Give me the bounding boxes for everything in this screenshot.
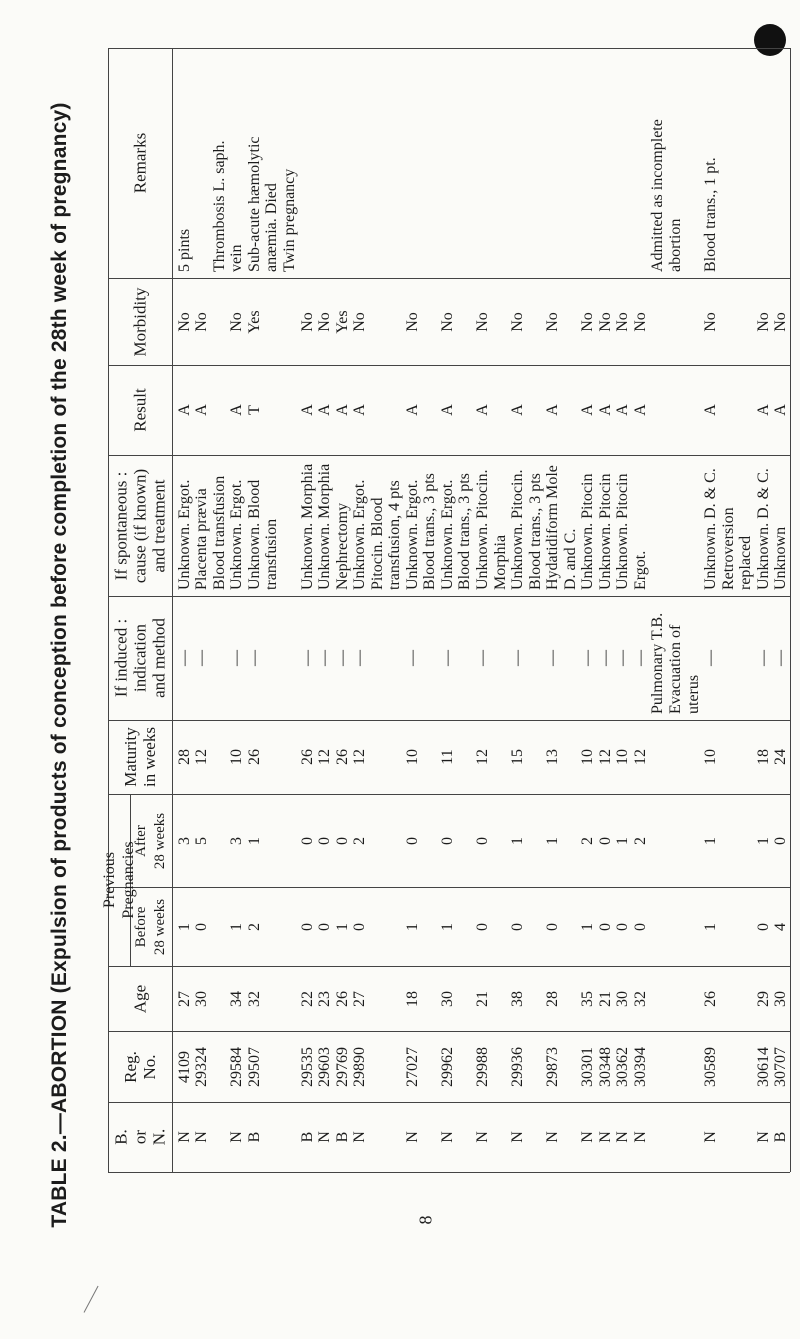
- cell-before: 0: [316, 922, 334, 931]
- cell-dash: —: [544, 650, 562, 666]
- cell-spontaneous: Nephrectomy: [333, 502, 351, 590]
- cell-reg: 30614: [754, 1046, 772, 1087]
- cell-reg: 29507: [245, 1046, 263, 1087]
- cell-result: A: [298, 404, 316, 416]
- cell-before: 2: [245, 922, 263, 931]
- cell-before: 0: [614, 922, 632, 931]
- cell-spontaneous: Unknown. Ergot.: [228, 479, 246, 590]
- cell-spontaneous: Unknown. Ergot.: [403, 479, 421, 590]
- cell-age: 32: [245, 990, 263, 1007]
- header-bn: B. or N.: [111, 1128, 169, 1146]
- cell-maturity: 10: [702, 749, 720, 765]
- cell-dash: —: [509, 650, 527, 666]
- cell-result: A: [614, 404, 632, 416]
- cell-spontaneous: Retroversion: [719, 507, 737, 590]
- cell-age: 30: [438, 990, 456, 1007]
- cell-after: 3: [175, 836, 193, 845]
- cell-spontaneous: Unknown. Pitocin.: [509, 469, 527, 590]
- column-rule: [108, 1102, 790, 1103]
- cell-spontaneous: Unknown. Morphia: [316, 463, 334, 590]
- cell-before: 1: [175, 922, 193, 931]
- cell-after: 1: [544, 836, 562, 845]
- page-number: 8: [415, 1215, 436, 1225]
- cell-reg: 30589: [702, 1046, 720, 1087]
- cell-maturity: 12: [316, 749, 334, 765]
- cell-after: 0: [438, 836, 456, 845]
- cell-spontaneous: Placenta prævia: [193, 488, 211, 590]
- cell-induced: uterus: [684, 674, 702, 714]
- cell-bn: N: [316, 1131, 334, 1143]
- column-rule: [108, 48, 790, 49]
- cell-dash: —: [579, 650, 597, 666]
- cell-reg: 29988: [474, 1046, 491, 1087]
- cell-reg: 29535: [298, 1046, 316, 1087]
- cell-reg: 30301: [579, 1046, 597, 1087]
- cell-remarks: Sub-acute hæmolytic: [245, 136, 263, 272]
- cell-morbidity: No: [772, 311, 790, 332]
- cell-bn: N: [175, 1131, 193, 1143]
- cell-spontaneous: transfusion: [263, 518, 281, 590]
- cell-age: 27: [175, 990, 193, 1007]
- cell-spontaneous: Pitocin. Blood: [368, 497, 386, 590]
- cell-dash: —: [754, 650, 772, 666]
- cell-morbidity: No: [228, 311, 246, 332]
- cell-before: 1: [228, 922, 246, 931]
- cell-induced: Evacuation of: [666, 624, 684, 714]
- header-maturity: Maturity in weeks: [121, 727, 159, 787]
- cell-dash: —: [631, 650, 649, 666]
- cell-result: A: [631, 404, 649, 416]
- cell-bn: N: [193, 1131, 211, 1143]
- cell-after: 2: [351, 836, 369, 845]
- cell-age: 30: [193, 990, 211, 1007]
- cell-result: A: [544, 404, 562, 416]
- cell-spontaneous: Ergot.: [631, 550, 649, 590]
- cell-after: 0: [403, 836, 421, 845]
- cell-morbidity: Yes: [245, 309, 263, 334]
- cell-morbidity: No: [509, 311, 527, 332]
- cell-maturity: 11: [438, 749, 456, 765]
- cell-spontaneous: Unknown. Pitocin: [579, 473, 597, 590]
- cell-result: A: [351, 404, 369, 416]
- cell-spontaneous: Unknown. Pitocin: [596, 473, 614, 590]
- cell-after: 0: [596, 836, 614, 845]
- cell-spontaneous: Unknown: [772, 526, 790, 590]
- cell-bn: B: [333, 1131, 351, 1143]
- header-before-28: Before 28 weeks: [133, 898, 168, 955]
- header-morbidity: Morbidity: [130, 287, 150, 356]
- header-result: Result: [130, 388, 150, 432]
- cell-result: A: [193, 404, 211, 416]
- cell-bn: N: [351, 1131, 369, 1143]
- cell-result: T: [245, 405, 263, 415]
- cell-reg: 30348: [596, 1046, 614, 1087]
- cell-dash: —: [298, 650, 316, 666]
- column-rule: [108, 966, 790, 967]
- cell-reg: 29324: [193, 1046, 211, 1087]
- cell-maturity: 26: [245, 749, 263, 765]
- table-edge: [108, 48, 109, 1172]
- table-edge: [790, 48, 791, 1172]
- cell-bn: N: [509, 1131, 527, 1143]
- cell-maturity: 28: [175, 749, 193, 765]
- column-rule: [108, 720, 790, 721]
- cell-spontaneous: Unknown. Ergot.: [175, 479, 193, 590]
- cell-age: 27: [351, 990, 369, 1007]
- cell-induced: Pulmonary T.B.: [649, 612, 667, 714]
- cell-reg: 30362: [614, 1046, 632, 1087]
- cell-bn: N: [579, 1131, 597, 1143]
- cell-spontaneous: Unknown. D. & C.: [702, 468, 720, 590]
- cell-reg: 29936: [509, 1046, 527, 1087]
- cell-bn: N: [438, 1131, 456, 1143]
- cell-age: 22: [298, 990, 316, 1007]
- cell-after: 1: [702, 836, 720, 845]
- cell-after: 3: [228, 836, 246, 845]
- cell-morbidity: No: [474, 311, 491, 332]
- column-rule: [108, 596, 790, 597]
- header-induced: If induced : indication and method: [111, 618, 169, 698]
- cell-remarks: 5 pints: [175, 228, 193, 272]
- cell-reg: 30394: [631, 1046, 649, 1087]
- cell-reg: 27027: [403, 1046, 421, 1087]
- cell-before: 0: [193, 922, 211, 931]
- cell-bn: N: [544, 1131, 562, 1143]
- cell-result: A: [579, 404, 597, 416]
- cell-result: A: [438, 404, 456, 416]
- cell-after: 1: [509, 836, 527, 845]
- cell-result: A: [772, 404, 790, 416]
- cell-dash: —: [772, 650, 790, 666]
- cell-result: A: [596, 404, 614, 416]
- cell-dash: —: [596, 650, 614, 666]
- cell-morbidity: No: [579, 311, 597, 332]
- cell-spontaneous: Blood transfusion: [210, 475, 228, 590]
- cell-after: 0: [333, 836, 351, 845]
- cell-morbidity: No: [544, 311, 562, 332]
- cell-age: 21: [474, 990, 491, 1007]
- cell-result: A: [509, 404, 527, 416]
- header-rule: [172, 48, 173, 1172]
- cell-result: A: [333, 404, 351, 416]
- cell-maturity: 10: [579, 749, 597, 765]
- cell-bn: B: [772, 1131, 790, 1143]
- cell-remarks: vein: [228, 244, 246, 272]
- cell-after: 2: [579, 836, 597, 845]
- cell-result: A: [228, 404, 246, 416]
- cell-before: 0: [754, 922, 772, 931]
- cell-before: 1: [333, 922, 351, 931]
- cell-before: 0: [631, 922, 649, 931]
- cell-reg: 29962: [438, 1046, 456, 1087]
- cell-morbidity: No: [403, 311, 421, 332]
- cell-maturity: 12: [193, 749, 211, 765]
- cell-bn: N: [596, 1131, 614, 1143]
- cell-age: 30: [614, 990, 632, 1007]
- header-spontaneous: If spontaneous : cause (if known) and treatment: [111, 468, 169, 583]
- cell-spontaneous: Blood trans., 3 pts: [421, 473, 439, 590]
- cell-maturity: 15: [509, 749, 527, 765]
- cell-result: A: [316, 404, 334, 416]
- cell-maturity: 10: [228, 749, 246, 765]
- cell-result: A: [403, 404, 421, 416]
- header-remarks: Remarks: [130, 132, 150, 194]
- column-rule: [108, 1031, 790, 1032]
- cell-result: A: [702, 404, 720, 416]
- cell-morbidity: No: [702, 311, 720, 332]
- cell-maturity: 24: [772, 749, 790, 765]
- cell-morbidity: No: [175, 311, 193, 332]
- cell-before: 0: [544, 922, 562, 931]
- cell-bn: B: [298, 1131, 316, 1143]
- cell-after: 0: [772, 836, 790, 845]
- cell-dash: —: [474, 650, 491, 666]
- cell-dash: —: [245, 650, 263, 666]
- header-age: Age: [130, 984, 150, 1013]
- cell-before: 0: [351, 922, 369, 931]
- cell-spontaneous: Unknown. Pitocin: [614, 473, 632, 590]
- cell-bn: N: [754, 1131, 772, 1143]
- cell-morbidity: No: [351, 311, 369, 332]
- margin-mark: [84, 1286, 99, 1313]
- cell-remarks: Blood trans., 1 pt.: [702, 157, 720, 272]
- cell-dash: —: [193, 650, 211, 666]
- cell-spontaneous: Unknown. Pitocin.: [474, 469, 491, 590]
- column-rule: [108, 1172, 790, 1173]
- corner-mark: [754, 24, 786, 56]
- cell-dash: —: [333, 650, 351, 666]
- cell-bn: N: [614, 1131, 632, 1143]
- cell-before: 1: [702, 922, 720, 931]
- cell-bn: B: [245, 1131, 263, 1143]
- cell-bn: N: [403, 1131, 421, 1143]
- cell-morbidity: Yes: [333, 309, 351, 334]
- cell-age: 26: [702, 990, 720, 1007]
- cell-bn: N: [474, 1131, 491, 1143]
- cell-reg: 4109: [175, 1050, 193, 1083]
- cell-before: 1: [403, 922, 421, 931]
- cell-maturity: 13: [544, 749, 562, 765]
- cell-age: 38: [509, 990, 527, 1007]
- cell-maturity: 10: [403, 749, 421, 765]
- cell-age: 21: [596, 990, 614, 1007]
- cell-dash: —: [438, 650, 456, 666]
- cell-age: 28: [544, 990, 562, 1007]
- cell-before: 1: [438, 922, 456, 931]
- cell-after: 0: [474, 836, 491, 845]
- cell-morbidity: No: [754, 311, 772, 332]
- cell-remarks: Thrombosis L. saph.: [210, 140, 228, 272]
- cell-reg: 29769: [333, 1046, 351, 1087]
- cell-after: 1: [245, 836, 263, 845]
- cell-reg: 29603: [316, 1046, 334, 1087]
- cell-spontaneous: Unknown. D. & C.: [754, 468, 772, 590]
- cell-remarks: Admitted as incomplete: [649, 119, 667, 272]
- cell-after: 0: [298, 836, 316, 845]
- column-rule: [108, 887, 790, 888]
- cell-before: 0: [509, 922, 527, 931]
- cell-morbidity: No: [438, 311, 456, 332]
- cell-reg: 30707: [772, 1046, 790, 1087]
- cell-spontaneous: Blood trans., 3 pts: [526, 473, 544, 590]
- cell-morbidity: No: [631, 311, 649, 332]
- cell-maturity: 12: [631, 749, 649, 765]
- cell-before: 4: [772, 922, 790, 931]
- cell-dash: —: [351, 650, 369, 666]
- cell-after: 0: [316, 836, 334, 845]
- cell-morbidity: No: [614, 311, 632, 332]
- cell-reg: 29873: [544, 1046, 562, 1087]
- cell-spontaneous: Hydatidiform Mole: [544, 465, 562, 590]
- cell-before: 1: [579, 922, 597, 931]
- cell-maturity: 12: [596, 749, 614, 765]
- cell-spontaneous: Blood trans., 3 pts: [456, 473, 474, 590]
- cell-remarks: Twin pregnancy: [281, 168, 299, 272]
- cell-dash: —: [403, 650, 421, 666]
- cell-dash: —: [175, 650, 193, 666]
- cell-morbidity: No: [316, 311, 334, 332]
- cell-age: 29: [754, 990, 772, 1007]
- column-rule: [108, 794, 790, 795]
- cell-spontaneous: Morphia: [491, 534, 509, 590]
- cell-result: A: [474, 404, 491, 416]
- cell-maturity: 10: [614, 749, 632, 765]
- table-title: TABLE 2.—ABORTION (Expulsion of products of conception before completion of the 28th week of pregnancy): [48, 102, 71, 1228]
- cell-reg: 29584: [228, 1046, 246, 1087]
- cell-spontaneous: Unknown. Ergot.: [438, 479, 456, 590]
- cell-spontaneous: replaced: [737, 535, 755, 590]
- column-rule: [108, 278, 790, 279]
- cell-maturity: 12: [474, 749, 491, 765]
- cell-age: 32: [631, 990, 649, 1007]
- header-after-28: After 28 weeks: [133, 812, 168, 869]
- cell-maturity: 18: [754, 749, 772, 765]
- cell-bn: N: [702, 1131, 720, 1143]
- cell-age: 34: [228, 990, 246, 1007]
- cell-spontaneous: D. and C.: [561, 528, 579, 590]
- cell-age: 23: [316, 990, 334, 1007]
- cell-after: 2: [631, 836, 649, 845]
- cell-reg: 29890: [351, 1046, 369, 1087]
- cell-age: 35: [579, 990, 597, 1007]
- cell-spontaneous: Unknown. Morphia: [298, 463, 316, 590]
- header-reg: Reg. No.: [121, 1050, 159, 1083]
- cell-remarks: abortion: [666, 218, 684, 272]
- cell-morbidity: No: [596, 311, 614, 332]
- header-previous-pregnancies: Previous Pregnancies: [101, 841, 137, 919]
- cell-dash: —: [228, 650, 246, 666]
- cell-dash: —: [316, 650, 334, 666]
- column-rule: [108, 365, 790, 366]
- cell-spontaneous: Unknown. Ergot.: [351, 479, 369, 590]
- cell-spontaneous: transfusion, 4 pts: [386, 480, 404, 590]
- cell-age: 30: [772, 990, 790, 1007]
- cell-spontaneous: Unknown. Blood: [245, 479, 263, 590]
- cell-maturity: 12: [351, 749, 369, 765]
- cell-result: A: [175, 404, 193, 416]
- cell-remarks: anæmia. Died: [263, 183, 281, 272]
- cell-before: 0: [298, 922, 316, 931]
- cell-bn: N: [631, 1131, 649, 1143]
- cell-result: A: [754, 404, 772, 416]
- cell-bn: N: [228, 1131, 246, 1143]
- cell-maturity: 26: [298, 749, 316, 765]
- cell-after: 1: [754, 836, 772, 845]
- cell-age: 18: [403, 990, 421, 1007]
- cell-morbidity: No: [298, 311, 316, 332]
- cell-after: 1: [614, 836, 632, 845]
- cell-morbidity: No: [193, 311, 211, 332]
- cell-age: 26: [333, 990, 351, 1007]
- column-rule: [108, 455, 790, 456]
- cell-dash: —: [702, 650, 720, 666]
- cell-before: 0: [474, 922, 491, 931]
- cell-before: 0: [596, 922, 614, 931]
- cell-after: 5: [193, 836, 211, 845]
- cell-maturity: 26: [333, 749, 351, 765]
- cell-dash: —: [614, 650, 632, 666]
